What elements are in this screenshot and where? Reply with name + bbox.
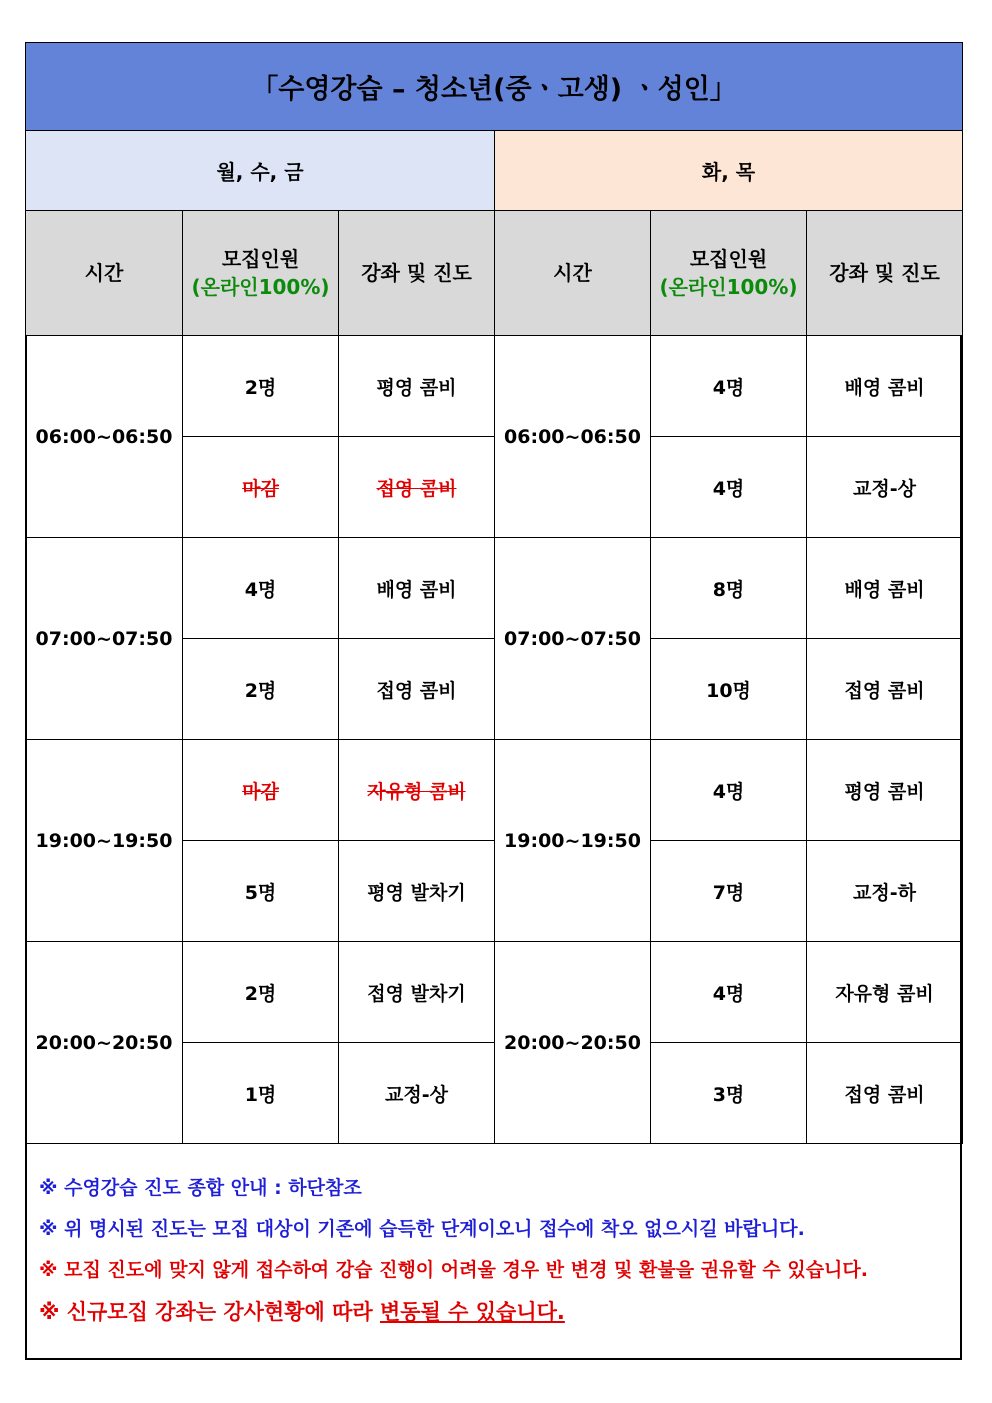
course-cell: 배영 콤비 (339, 538, 495, 639)
course-cell: 접영 콤비 (807, 639, 963, 740)
note-refund-policy: ※ 모집 진도에 맞지 않게 접수하여 강습 진행이 어려울 경우 반 변경 및 환불을 권유할 수 있습니다. (39, 1259, 868, 1281)
course-cell: 배영 콤비 (807, 336, 963, 437)
time-slot: 20:00~20:50 (495, 942, 651, 1144)
capacity-online-note: (온라인100%) (659, 275, 798, 299)
course-cell: 평영 발차기 (339, 841, 495, 942)
closed-course: 접영 콤비 (376, 477, 457, 500)
column-header-time: 시간 (26, 211, 183, 336)
notes-section (25, 1143, 962, 1360)
capacity-cell: 2명 (183, 639, 339, 740)
course-cell: 교정-하 (807, 841, 963, 942)
column-header-capacity (183, 211, 339, 336)
capacity-cell: 4명 (651, 740, 807, 841)
table-row (26, 740, 963, 841)
capacity-cell: 10명 (651, 639, 807, 740)
capacity-cell: 2명 (183, 942, 339, 1043)
group-header-tt: 화, 목 (495, 131, 963, 211)
time-slot: 06:00~06:50 (495, 336, 651, 538)
course-cell-closed (339, 740, 495, 841)
column-header-capacity (651, 211, 807, 336)
course-cell: 접영 발차기 (339, 942, 495, 1043)
capacity-label: 모집인원 (221, 247, 300, 271)
capacity-cell-closed (183, 437, 339, 538)
column-header-course: 강좌 및 진도 (807, 211, 963, 336)
course-cell: 평영 콤비 (807, 740, 963, 841)
course-cell: 교정-상 (807, 437, 963, 538)
course-cell: 교정-상 (339, 1043, 495, 1144)
note-new-class (39, 1296, 960, 1337)
schedule-table (25, 42, 963, 1144)
capacity-cell-closed (183, 740, 339, 841)
capacity-cell: 4명 (651, 942, 807, 1043)
time-slot: 19:00~19:50 (26, 740, 183, 942)
time-slot: 07:00~07:50 (495, 538, 651, 740)
time-slot: 06:00~06:50 (26, 336, 183, 538)
capacity-online-note: (온라인100%) (191, 275, 330, 299)
time-slot: 07:00~07:50 (26, 538, 183, 740)
capacity-cell: 8명 (651, 538, 807, 639)
time-slot: 19:00~19:50 (495, 740, 651, 942)
table-row (26, 336, 963, 437)
course-cell: 접영 콤비 (339, 639, 495, 740)
capacity-cell: 1명 (183, 1043, 339, 1144)
closed-label: 마감 (242, 477, 279, 500)
group-header-mwf: 월, 수, 금 (26, 131, 495, 211)
page-title: 「수영강습 – 청소년(중ㆍ고생) ㆍ성인」 (26, 43, 963, 131)
course-cell: 자유형 콤비 (807, 942, 963, 1043)
table-row (26, 942, 963, 1043)
capacity-cell: 2명 (183, 336, 339, 437)
capacity-label: 모집인원 (689, 247, 768, 271)
note-new-class-underlined: 변동될 수 있습니다. (379, 1300, 565, 1324)
capacity-cell: 7명 (651, 841, 807, 942)
note-progress-guide: ※ 수영강습 진도 종합 안내 : 하단참조 (39, 1177, 362, 1199)
course-cell: 배영 콤비 (807, 538, 963, 639)
capacity-cell: 4명 (651, 437, 807, 538)
closed-label: 마감 (242, 780, 279, 803)
column-header-course: 강좌 및 진도 (339, 211, 495, 336)
course-cell-closed (339, 437, 495, 538)
table-row (26, 538, 963, 639)
closed-course: 자유형 콤비 (367, 780, 466, 803)
note-new-class-prefix: ※ 신규모집 강좌는 강사현황에 따라 (39, 1300, 380, 1324)
capacity-cell: 4명 (651, 336, 807, 437)
column-header-time: 시간 (495, 211, 651, 336)
course-cell: 평영 콤비 (339, 336, 495, 437)
note-progress-warning: ※ 위 명시된 진도는 모집 대상이 기존에 습득한 단계이오니 접수에 착오 없으시길 바랍니다. (39, 1218, 805, 1240)
capacity-cell: 4명 (183, 538, 339, 639)
capacity-cell: 3명 (651, 1043, 807, 1144)
time-slot: 20:00~20:50 (26, 942, 183, 1144)
course-cell: 접영 콤비 (807, 1043, 963, 1144)
capacity-cell: 5명 (183, 841, 339, 942)
